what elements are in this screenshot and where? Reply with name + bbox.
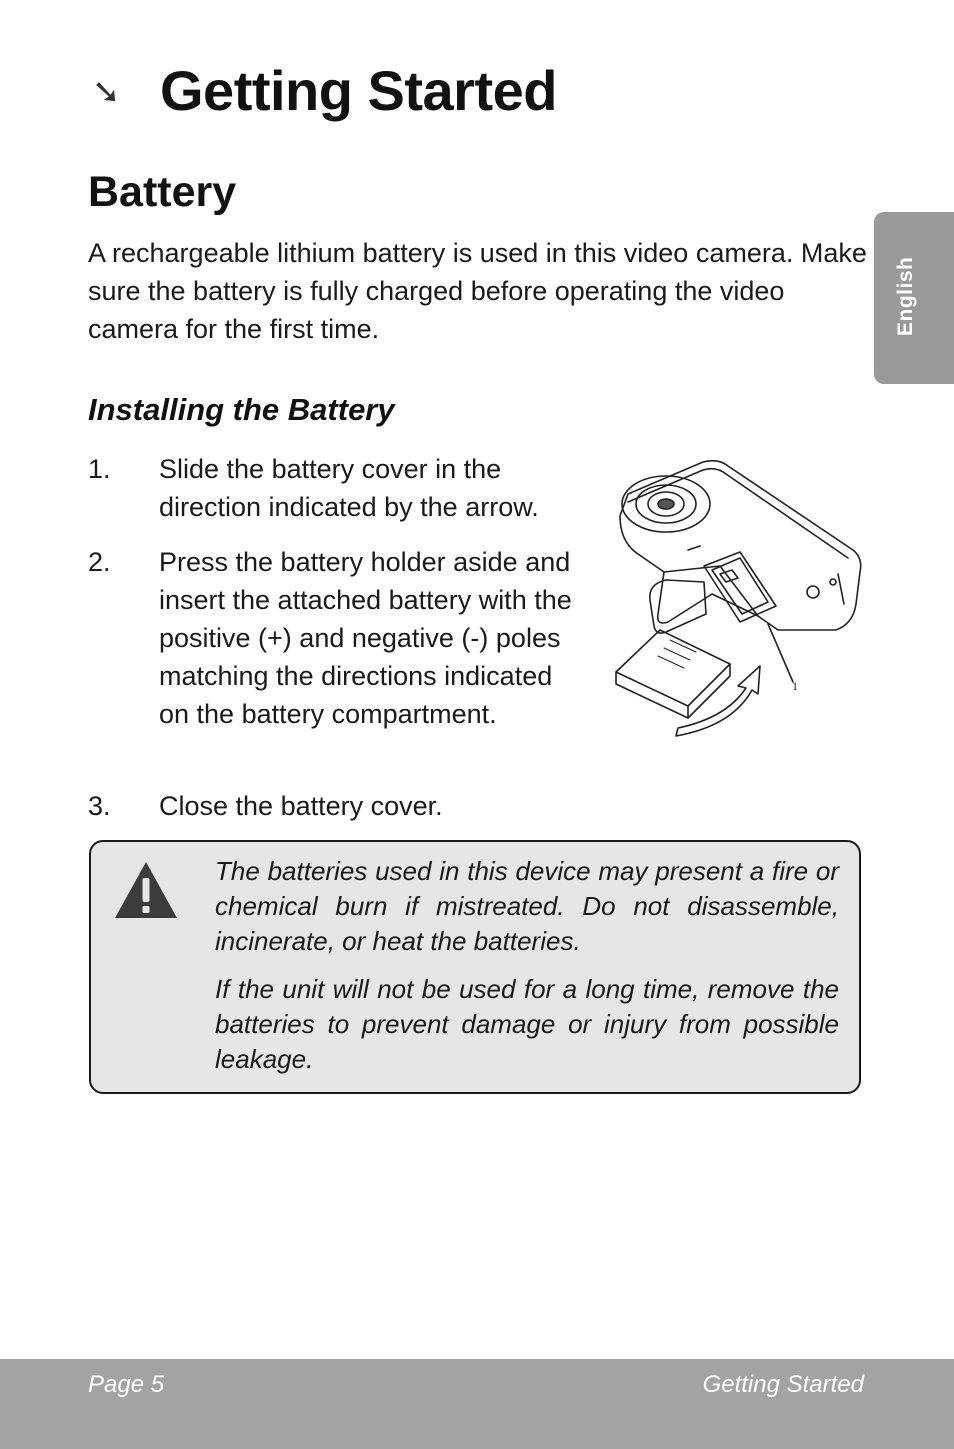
warning-paragraph-1: The batteries used in this device may present a fire or chemical burn if mistreated. Do not disassemble, incinerate, or heat the batteries. bbox=[215, 856, 839, 956]
subsection-title: Installing the Battery bbox=[88, 392, 395, 427]
step-text: Close the battery cover. bbox=[159, 791, 443, 821]
warning-triangle-icon bbox=[113, 860, 179, 920]
language-tab bbox=[874, 212, 954, 384]
step-text: Press the battery holder aside and insert the attached battery with the positive (+) and negative (-) poles matching the directions indicated on the battery compartment. bbox=[159, 547, 572, 729]
section-intro: A rechargeable lithium battery is used in this video camera. Make sure the battery is fully charged before operating the video camera for the first time. bbox=[88, 238, 867, 344]
section-title: Battery bbox=[88, 168, 237, 216]
illustration-callout: 1 bbox=[792, 679, 798, 693]
step-number: 2. bbox=[88, 547, 111, 577]
page-number: Page 5 bbox=[88, 1371, 165, 1398]
footer-section-name: Getting Started bbox=[702, 1371, 864, 1398]
battery-cover bbox=[650, 580, 706, 633]
warning-paragraph-2: If the unit will not be used for a long time, remove the batteries to prevent damage or injury from possible leakage. bbox=[215, 974, 839, 1074]
page-footer bbox=[0, 1359, 954, 1449]
step-text: Slide the battery cover in the direction indicated by the arrow. bbox=[159, 454, 539, 522]
chapter-arrow-icon: ➘ bbox=[92, 73, 121, 111]
language-tab-label: English bbox=[894, 256, 917, 336]
step-number: 3. bbox=[88, 791, 111, 821]
chapter-title: Getting Started bbox=[160, 59, 557, 122]
battery-installation-illustration bbox=[608, 454, 868, 739]
step-number: 1. bbox=[88, 454, 111, 484]
warning-box bbox=[89, 840, 861, 1094]
